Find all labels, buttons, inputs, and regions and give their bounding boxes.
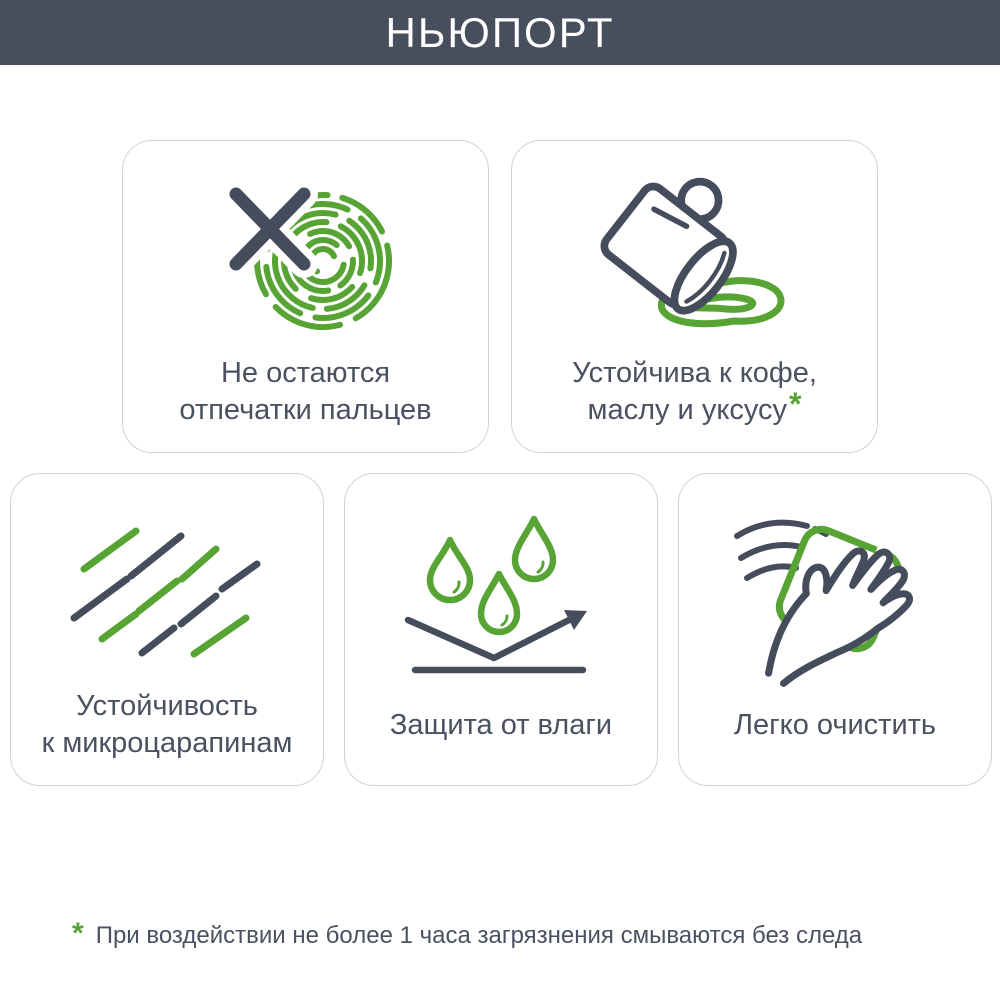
feature-card-stain-resistant (511, 140, 878, 453)
feature-card-no-fingerprints (122, 140, 489, 453)
x-mark (236, 194, 304, 264)
feature-caption (11, 685, 323, 765)
caption-line: Легко очистить (733, 708, 937, 741)
footnote (72, 916, 960, 956)
feature-card-scratch-resistant (10, 473, 324, 786)
caption-line: Устойчивость (76, 690, 258, 722)
feature-caption (679, 685, 991, 765)
footnote-text: При воздействии не более 1 часа загрязнения смываются без следа (95, 922, 863, 949)
feature-caption (345, 685, 657, 765)
caption-line: Защита от влаги (389, 708, 613, 741)
fingerprint-arcs (238, 176, 407, 345)
footnote-marker: * (789, 386, 802, 422)
caption-line: Не остаются (220, 357, 391, 389)
caption-line: Устойчива к кофе, (572, 357, 817, 389)
caption-line: отпечатки пальцев (179, 394, 432, 426)
feature-card-moisture-protection (344, 473, 658, 786)
header (0, 0, 1000, 65)
footnote-marker: * (72, 917, 84, 950)
scratch-lines (74, 531, 257, 654)
caption-line: к микроцарапинам (41, 727, 293, 759)
feature-caption (123, 352, 488, 432)
feature-caption (512, 352, 877, 432)
product-title: НЬЮПОРТ (385, 8, 615, 56)
caption-line: маслу и уксусу* (587, 386, 802, 426)
feature-card-easy-clean (678, 473, 992, 786)
water-drops (430, 519, 553, 632)
